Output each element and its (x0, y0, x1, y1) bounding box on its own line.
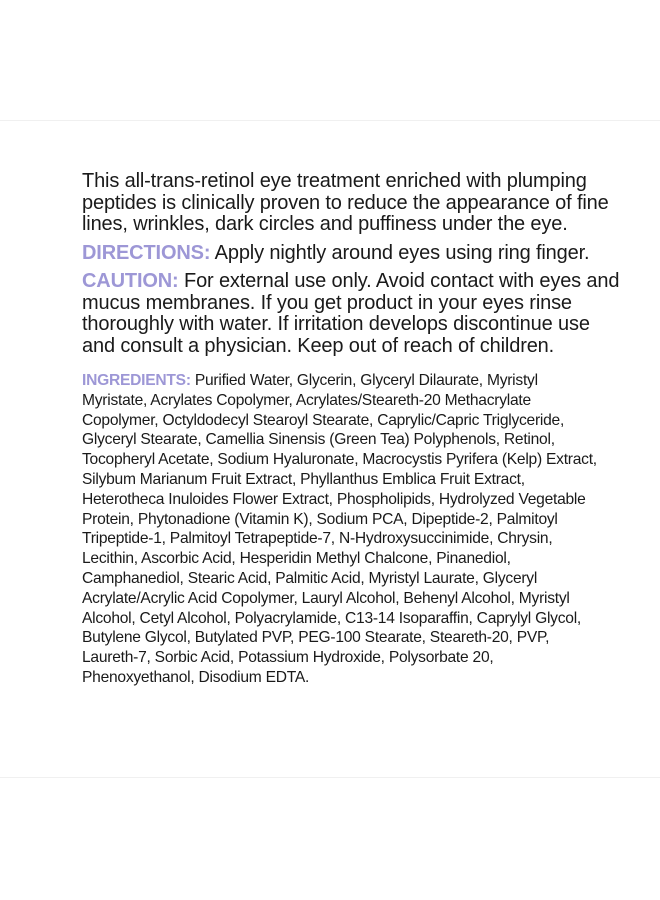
caution-label: CAUTION: (82, 270, 179, 292)
directions-section (82, 243, 622, 265)
ingredients-label: INGREDIENTS: (82, 372, 191, 389)
directions-label: DIRECTIONS: (82, 241, 211, 264)
directions-text: Apply nightly around eyes using ring finger. (214, 241, 590, 264)
ingredients-section (82, 371, 604, 688)
caution-text: For external use only. Avoid contact with eyes and mucus membranes. If you get product in your eyes rinse thoroughly with water. If irritation develops discontinue use and consult a physician. Keep out of reach of children. (82, 270, 620, 357)
product-description: This all-trans-retinol eye treatment enriched with plumping peptides is clinically proven to reduce the appearance of fine lines, wrinkles, dark circles and puffiness under the eye. (82, 170, 609, 235)
caution-section (82, 271, 622, 357)
product-label-text (82, 171, 622, 688)
ingredients-text: Purified Water, Glycerin, Glyceryl Dilaurate, Myristyl Myristate, Acrylates Copolymer, Acrylates/Steareth-20 Methacrylate Copolymer, Octyldodecyl Stearoyl Stearate, Caprylic/Capric Triglyceride, Glyceryl Stearate, Camellia Sinensis (Green Tea) Polyphenols, Retinol, Tocopheryl Acetate, Sodium Hyaluronate, Macrocystis Pyrifera (Kelp) Extract, Silybum Marianum Fruit Extract, Phyllanthus Emblica Fruit Extract, Heterotheca Inuloides Flower Extract, Phospholipids, Hydrolyzed Vegetable Protein, Phytonadione (Vitamin K), Sodium PCA, Dipeptide-2, Palmitoyl Tripeptide-1, Palmitoyl Tetrapeptide-7, N-Hydroxysuccinimide, Chrysin, Lecithin, Ascorbic Acid, Hesperidin Methyl Chalcone, Pinanediol, Camphanediol, Stearic Acid, Palmitic Acid, Myristyl Laurate, Glyceryl Acrylate/Acrylic Acid Copolymer, Lauryl Alcohol, Behenyl Alcohol, Myristyl Alcohol, Cetyl Alcohol, Polyacrylamide, C13-14 Isoparaffin, Caprylyl Glycol, Butylene Glycol, Butylated PVP, PEG-100 Stearate, Steareth-20, PVP, Laureth-7, Sorbic Acid, Potassium Hydroxide, Polysorbate 20, Phenoxyethanol, Disodium EDTA. (82, 372, 597, 686)
